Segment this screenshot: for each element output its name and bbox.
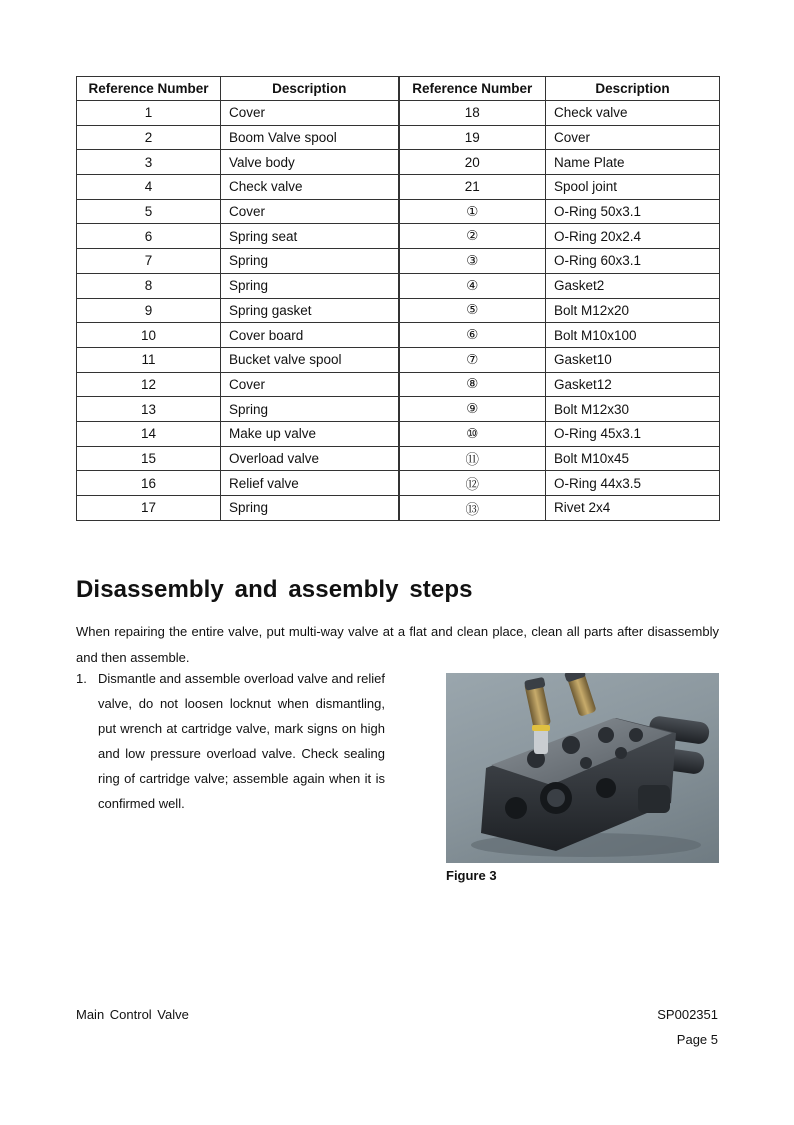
step-text: Dismantle and assemble overload valve and relief valve, do not loosen locknut when dismantling, put wrench at cartridge valve, mark signs on high and low pressure overload valve. Check sealing ring of cartridge valve; assemble again when it is confirmed well. xyxy=(98,671,385,811)
parts-table-body xyxy=(77,101,720,521)
description-cell: Cover board xyxy=(221,323,399,348)
description-cell: Cover xyxy=(221,101,399,126)
description-cell: Spring seat xyxy=(221,224,399,249)
description-cell: O-Ring 50x3.1 xyxy=(546,199,720,224)
ref-number-cell: ① xyxy=(399,199,546,224)
ref-number-cell: ⑫ xyxy=(399,471,546,496)
table-row xyxy=(77,101,720,126)
ref-number-cell: ⑤ xyxy=(399,298,546,323)
description-cell: Gasket10 xyxy=(546,347,720,372)
description-cell: Cover xyxy=(546,125,720,150)
ref-number-cell: 2 xyxy=(77,125,221,150)
ref-number-cell: 8 xyxy=(77,273,221,298)
description-cell: Gasket12 xyxy=(546,372,720,397)
table-row xyxy=(77,347,720,372)
table-row xyxy=(77,175,720,200)
ref-number-cell: 4 xyxy=(77,175,221,200)
table-row xyxy=(77,298,720,323)
ref-number-cell: 1 xyxy=(77,101,221,126)
description-cell: Bolt M10x45 xyxy=(546,446,720,471)
ref-number-cell: 7 xyxy=(77,249,221,274)
footer-doc-title: Main Control Valve xyxy=(76,1007,189,1022)
table-row xyxy=(77,273,720,298)
description-cell: Bolt M12x30 xyxy=(546,397,720,422)
intro-paragraph: When repairing the entire valve, put multi-way valve at a flat and clean place, clean all parts after disassembly and then assemble. xyxy=(76,624,719,665)
header-ref-number: Reference Number xyxy=(77,77,221,101)
figure-caption: Figure 3 xyxy=(446,868,497,883)
description-cell: Cover xyxy=(221,372,399,397)
description-cell: O-Ring 45x3.1 xyxy=(546,421,720,446)
description-cell: Check valve xyxy=(546,101,720,126)
step-item xyxy=(76,666,385,816)
table-row xyxy=(77,471,720,496)
footer-doc-code: SP002351 xyxy=(657,1007,718,1022)
table-header-row xyxy=(77,77,720,101)
ref-number-cell: 6 xyxy=(77,224,221,249)
table-row xyxy=(77,323,720,348)
section-title: Disassembly and assembly steps xyxy=(76,576,473,603)
description-cell: Relief valve xyxy=(221,471,399,496)
description-cell: O-Ring 60x3.1 xyxy=(546,249,720,274)
ref-number-cell: 14 xyxy=(77,421,221,446)
description-cell: Valve body xyxy=(221,150,399,175)
ref-number-cell: 10 xyxy=(77,323,221,348)
description-cell: Cover xyxy=(221,199,399,224)
header-description: Description xyxy=(546,77,720,101)
description-cell: O-Ring 44x3.5 xyxy=(546,471,720,496)
description-cell: Make up valve xyxy=(221,421,399,446)
step-number: 1. xyxy=(76,671,87,686)
description-cell: Name Plate xyxy=(546,150,720,175)
ref-number-cell: 20 xyxy=(399,150,546,175)
description-cell: Boom Valve spool xyxy=(221,125,399,150)
description-cell: Spring xyxy=(221,249,399,274)
ref-number-cell: 5 xyxy=(77,199,221,224)
description-cell: O-Ring 20x2.4 xyxy=(546,224,720,249)
description-cell: Spring gasket xyxy=(221,298,399,323)
description-cell: Spool joint xyxy=(546,175,720,200)
ref-number-cell: ⑨ xyxy=(399,397,546,422)
ref-number-cell: 12 xyxy=(77,372,221,397)
description-cell: Bolt M10x100 xyxy=(546,323,720,348)
description-cell: Check valve xyxy=(221,175,399,200)
description-cell: Bucket valve spool xyxy=(221,347,399,372)
description-cell: Spring xyxy=(221,273,399,298)
description-cell: Bolt M12x20 xyxy=(546,298,720,323)
valve-illustration xyxy=(446,673,719,863)
ref-number-cell: ⑬ xyxy=(399,496,546,521)
ref-number-cell: 9 xyxy=(77,298,221,323)
ref-number-cell: 16 xyxy=(77,471,221,496)
table-row xyxy=(77,199,720,224)
figure-valve-image xyxy=(446,673,719,863)
description-cell: Rivet 2x4 xyxy=(546,496,720,521)
table-row xyxy=(77,421,720,446)
ref-number-cell: 21 xyxy=(399,175,546,200)
ref-number-cell: ⑥ xyxy=(399,323,546,348)
ref-number-cell: ⑩ xyxy=(399,421,546,446)
ref-number-cell: 3 xyxy=(77,150,221,175)
description-cell: Spring xyxy=(221,397,399,422)
table-row xyxy=(77,125,720,150)
ref-number-cell: ④ xyxy=(399,273,546,298)
table-row xyxy=(77,372,720,397)
parts-table xyxy=(76,76,720,521)
ref-number-cell: ② xyxy=(399,224,546,249)
header-description: Description xyxy=(221,77,399,101)
ref-number-cell: 19 xyxy=(399,125,546,150)
table-row xyxy=(77,397,720,422)
ref-number-cell: 18 xyxy=(399,101,546,126)
table-row xyxy=(77,224,720,249)
description-cell: Gasket2 xyxy=(546,273,720,298)
ref-number-cell: ⑦ xyxy=(399,347,546,372)
table-row xyxy=(77,249,720,274)
table-row xyxy=(77,150,720,175)
ref-number-cell: 13 xyxy=(77,397,221,422)
footer-page-number: Page 5 xyxy=(676,1032,718,1047)
header-ref-number: Reference Number xyxy=(399,77,546,101)
ref-number-cell: ⑧ xyxy=(399,372,546,397)
description-cell: Spring xyxy=(221,496,399,521)
description-cell: Overload valve xyxy=(221,446,399,471)
ref-number-cell: 17 xyxy=(77,496,221,521)
ref-number-cell: ⑪ xyxy=(399,446,546,471)
ref-number-cell: 11 xyxy=(77,347,221,372)
table-row xyxy=(77,446,720,471)
table-row xyxy=(77,496,720,521)
ref-number-cell: 15 xyxy=(77,446,221,471)
ref-number-cell: ③ xyxy=(399,249,546,274)
